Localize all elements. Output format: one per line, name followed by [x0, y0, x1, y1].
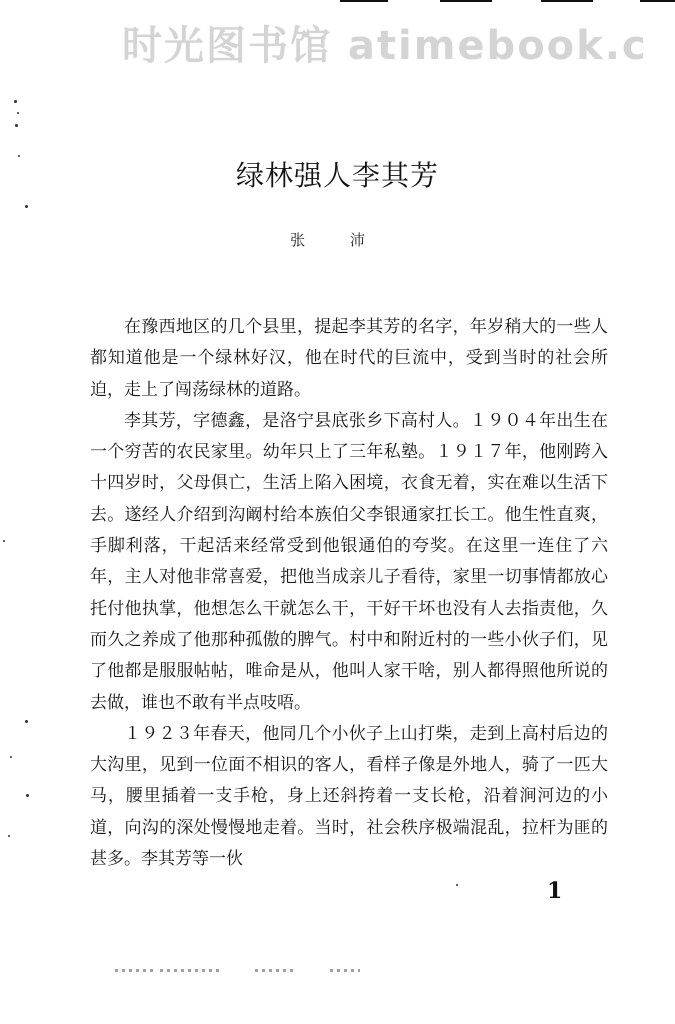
scan-speck [14, 100, 17, 103]
scan-speck [456, 884, 458, 886]
page-number: 1 [547, 878, 563, 904]
scan-speck [25, 205, 28, 208]
scan-speck [18, 155, 20, 157]
scan-speck [15, 124, 18, 127]
top-rule-3 [541, 0, 593, 2]
page-title: 绿林强人李其芳 [235, 159, 439, 192]
scan-noise [160, 969, 220, 972]
scan-noise [330, 969, 360, 972]
top-rule-2 [440, 0, 492, 2]
top-rule-4 [640, 0, 675, 2]
scan-speck [17, 112, 19, 114]
scan-speck [25, 720, 28, 723]
paragraph-2: 李其芳，字德鑫，是洛宁县底张乡下高村人。１９０４年出生在一个穷苦的农民家里。幼年只上了三年私塾。１９１７年，他刚跨入十四岁时，父母俱亡，生活上陷入困境，衣食无着，实在难以生活下去。遂经人介绍到沟阚村给本族伯父李银通家扛长工。他生性直爽，手脚利落，干起活来经常受到他银通伯的夸奖。在这里一连住了六年，主人对他非常喜爱，把他当成亲儿子看待，家里一切事情都放心托付他执掌，他想怎么干就怎么干，干好干坏也没有人去指责他，久而久之养成了他那种孤傲的脾气。村中和附近村的一些小伙子们，见了他都是服服帖帖，唯命是从，他叫人家干啥，别人都得照他所说的去做，谁也不敢有半点吱唔。 [90, 410, 608, 713]
scan-speck [26, 794, 29, 797]
watermark: 时光图书馆 atimebook.c [122, 23, 648, 69]
scan-noise [255, 969, 295, 972]
paragraph-3: １９２３年春天，他同几个小伙子上山打柴，走到上高村后边的大沟里，见到一位面不相识的客人，看样子像是外地人，骑了一匹大马，腰里插着一支手枪，身上还斜挎着一支长枪，沿着涧河边的小道，向沟的深处慢慢地走着。当时，社会秩序极端混乱，拉杆为匪的甚多。李其芳等一伙 [90, 723, 608, 870]
scan-speck [8, 835, 10, 837]
article-body [90, 312, 608, 875]
top-rule-1 [340, 0, 388, 2]
paragraph-1: 在豫西地区的几个县里，提起李其芳的名字，年岁稍大的一些人都知道他是一个绿林好汉，他在时代的巨流中，受到当时的社会所迫，走上了闯荡绿林的道路。 [90, 317, 608, 400]
scan-noise [115, 969, 153, 972]
scan-speck [10, 756, 12, 758]
scan-speck [3, 540, 5, 542]
author-byline: 张 沛 [290, 231, 385, 249]
